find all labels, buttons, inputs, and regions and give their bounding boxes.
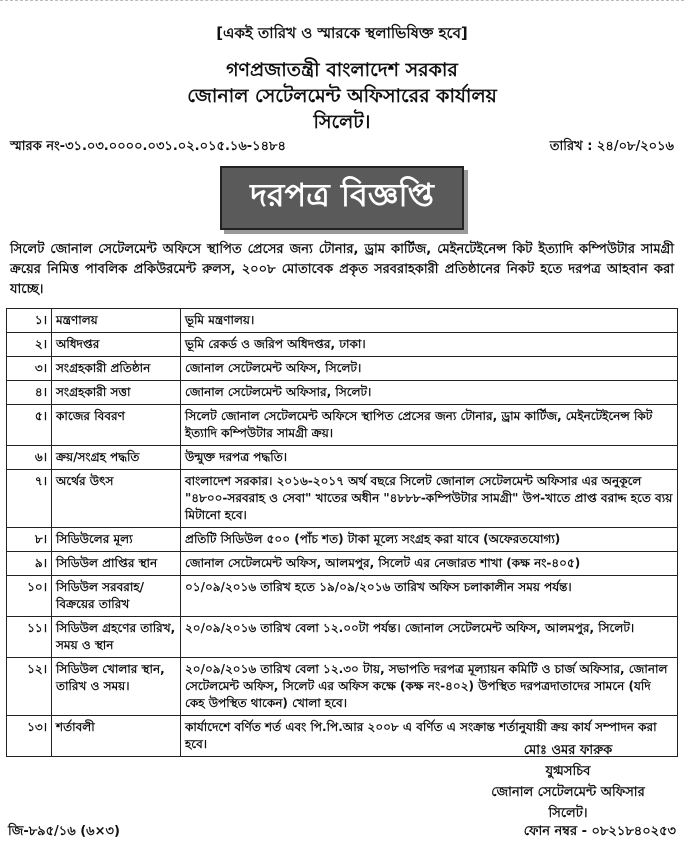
replacement-note: [একই তারিখ ও স্মারকে স্থলাভিষিক্ত হবে] xyxy=(216,24,468,42)
row-value: বাংলাদেশ সরকার। ২০১৬-২০১৭ অর্থ বছরে সিলেট জোনাল সেটেলমেন্ট অফিসার এর অনুকূলে "৪৮০০-সরবরাহ ও সেবা" খাতের অধীন "৪৮৮৮-কম্পিউটার সামগ্রী" উপ-খাতে প্রাপ্ত বরাদ্দ হতে ব্যয় মিটানো হবে। xyxy=(181,470,678,528)
row-serial: ১। xyxy=(7,309,52,333)
row-value: ০১/০৯/২০১৬ তারিখ হতে ১৯/০৯/২০১৬ তারিখ অফিস চলাকালীন সময় পর্যন্ত। xyxy=(181,576,678,617)
signature-block xyxy=(468,740,668,824)
table-row xyxy=(7,381,678,405)
signatory-office: জোনাল সেটেলমেন্ট অফিসার xyxy=(491,785,645,800)
table-row xyxy=(7,357,678,381)
row-label: অধিদপ্তর xyxy=(52,333,181,357)
row-serial: ৯। xyxy=(7,552,52,576)
row-serial: ২। xyxy=(7,333,52,357)
tender-notice xyxy=(6,8,678,757)
signatory-city: সিলেট। xyxy=(548,806,588,821)
office-name: জোনাল সেটেলমেন্ট অফিসারের কার্যালয় xyxy=(187,85,497,107)
memo-number: স্মারক নং-৩১.০৩.০০০০.০৩১.০২.০১৫.১৬-১৪৮৪ xyxy=(10,139,286,154)
office-city: সিলেট। xyxy=(313,111,371,133)
row-serial: ৫। xyxy=(7,405,52,446)
row-serial: ৭। xyxy=(7,470,52,528)
memo-date: তারিখ : ২৪/০৮/২০১৬ xyxy=(549,139,674,154)
row-label: সিডিউল সরবরাহ/ বিক্রয়ের তারিখ xyxy=(52,576,181,617)
row-value: প্রতিটি সিডিউল ৫০০ (পাঁচ শত) টাকা মূল্যে সংগ্রহ করা যাবে (অফেরতযোগ্য) xyxy=(181,528,678,552)
table-row xyxy=(7,405,678,446)
row-value: সিলেট জোনাল সেটেলমেন্ট অফিসে স্থাপিত প্রেসের জন্য টোনার, ড্রাম কার্টিজ, মেইনটেইনেন্স কিট ইত্যাদি কম্পিউটার সামগ্রী ক্রয়। xyxy=(181,405,678,446)
footer xyxy=(8,822,676,843)
table-row xyxy=(7,333,678,357)
tender-details-table xyxy=(6,308,678,757)
row-serial: ৪। xyxy=(7,381,52,405)
row-label: ক্রয়/সংগ্রহ পদ্ধতি xyxy=(52,446,181,470)
row-label: সিডিউলের মূল্য xyxy=(52,528,181,552)
row-serial: ১০। xyxy=(7,576,52,617)
banner-wrap xyxy=(6,166,678,230)
government-name: গণপ্রজাতন্ত্রী বাংলাদেশ সরকার xyxy=(226,59,458,81)
row-label: অর্থের উৎস xyxy=(52,470,181,528)
intro-paragraph: সিলেট জোনাল সেটেলমেন্ট অফিসে স্থাপিত প্রেসের জন্য টোনার, ড্রাম কার্টিজ, মেইনটেইনেন্স কিট ইত্যাদি কম্পিউটার সামগ্রী ক্রয়ের নিমিত্ত পাবলিক প্রকিউরমেন্ট রুলস, ২০০৮ মোতাবেক প্রকৃত সরবরাহকারী প্রতিষ্ঠানের নিকট হতে দরপত্র আহবান করা যাচ্ছে। xyxy=(10,242,674,297)
row-value: জোনাল সেটেলমেন্ট অফিসার, সিলেট। xyxy=(181,381,678,405)
row-label: শর্তাবলী xyxy=(52,716,181,757)
memo-row xyxy=(6,137,678,158)
table-row xyxy=(7,576,678,617)
row-value: ২০/০৯/২০১৬ তারিখ বেলা ১২.৩০ টায়, সভাপতি দরপত্র মূল্যায়ন কমিটি ও চার্জ অফিসার, জোনাল সেটেলমেন্ট অফিস, সিলেট এর অফিস কক্ষে (কক্ষ নং-৪০২) উপস্থিত দরপত্রদাতাদের সামনে (যদি কেহ উপস্থিত থাকেন) খোলা হবে। xyxy=(181,658,678,716)
table-row xyxy=(7,552,678,576)
row-value: জোনাল সেটেলমেন্ট অফিস, সিলেট। xyxy=(181,357,678,381)
row-value: জোনাল সেটেলমেন্ট অফিস, আলমপুর, সিলেট এর নেজারত শাখা (কক্ষ নং-৪০৫) xyxy=(181,552,678,576)
row-value: ভূমি রেকর্ড ও জরিপ অধিদপ্তর, ঢাকা। xyxy=(181,333,678,357)
row-value: ভূমি মন্ত্রণালয়। xyxy=(181,309,678,333)
footer-ref: জি-৮৯৫/১৬ (৬×৩) xyxy=(8,824,120,839)
row-serial: ১১। xyxy=(7,617,52,658)
row-label: সংগ্রহকারী সত্তা xyxy=(52,381,181,405)
signatory-designation: যুগ্মসচিব xyxy=(545,764,591,779)
row-serial: ৬। xyxy=(7,446,52,470)
row-label: সংগ্রহকারী প্রতিষ্ঠান xyxy=(52,357,181,381)
table-row xyxy=(7,470,678,528)
top-edge-line xyxy=(0,0,684,4)
row-serial: ৮। xyxy=(7,528,52,552)
row-label: কাজের বিবরণ xyxy=(52,405,181,446)
row-serial: ৩। xyxy=(7,357,52,381)
footer-phone: ফোন নম্বর - ০৮২১৮৪০২৫৩ xyxy=(523,824,676,839)
row-label: সিডিউল প্রাপ্তির স্থান xyxy=(52,552,181,576)
row-value: কার্যাদেশে বর্ণিত শর্ত এবং পি.পি.আর ২০০৮ এ বর্ণিত এ সংক্রান্ত শর্তানুযায়ী ক্রয় কার্য সম্পাদন করা হবে। xyxy=(181,716,678,757)
tender-banner: দরপত্র বিজ্ঞপ্তি xyxy=(220,166,464,230)
row-serial: ১২। xyxy=(7,658,52,716)
table-row xyxy=(7,658,678,716)
signatory-name: মোঃ ওমর ফারুক xyxy=(523,743,613,758)
row-label: সিডিউল খোলার স্থান, তারিখ ও সময়। xyxy=(52,658,181,716)
row-value: ২০/০৯/২০১৬ তারিখ বেলা ১২.০০টা পর্যন্ত। জোনাল সেটেলমেন্ট অফিস, আলমপুর, সিলেট। xyxy=(181,617,678,658)
row-label: মন্ত্রণালয় xyxy=(52,309,181,333)
row-label: সিডিউল গ্রহণের তারিখ, সময় ও স্থান xyxy=(52,617,181,658)
row-value: উন্মুক্ত দরপত্র পদ্ধতি। xyxy=(181,446,678,470)
table-row xyxy=(7,617,678,658)
row-serial: ১৩। xyxy=(7,716,52,757)
table-row xyxy=(7,309,678,333)
table-row xyxy=(7,528,678,552)
table-row xyxy=(7,446,678,470)
